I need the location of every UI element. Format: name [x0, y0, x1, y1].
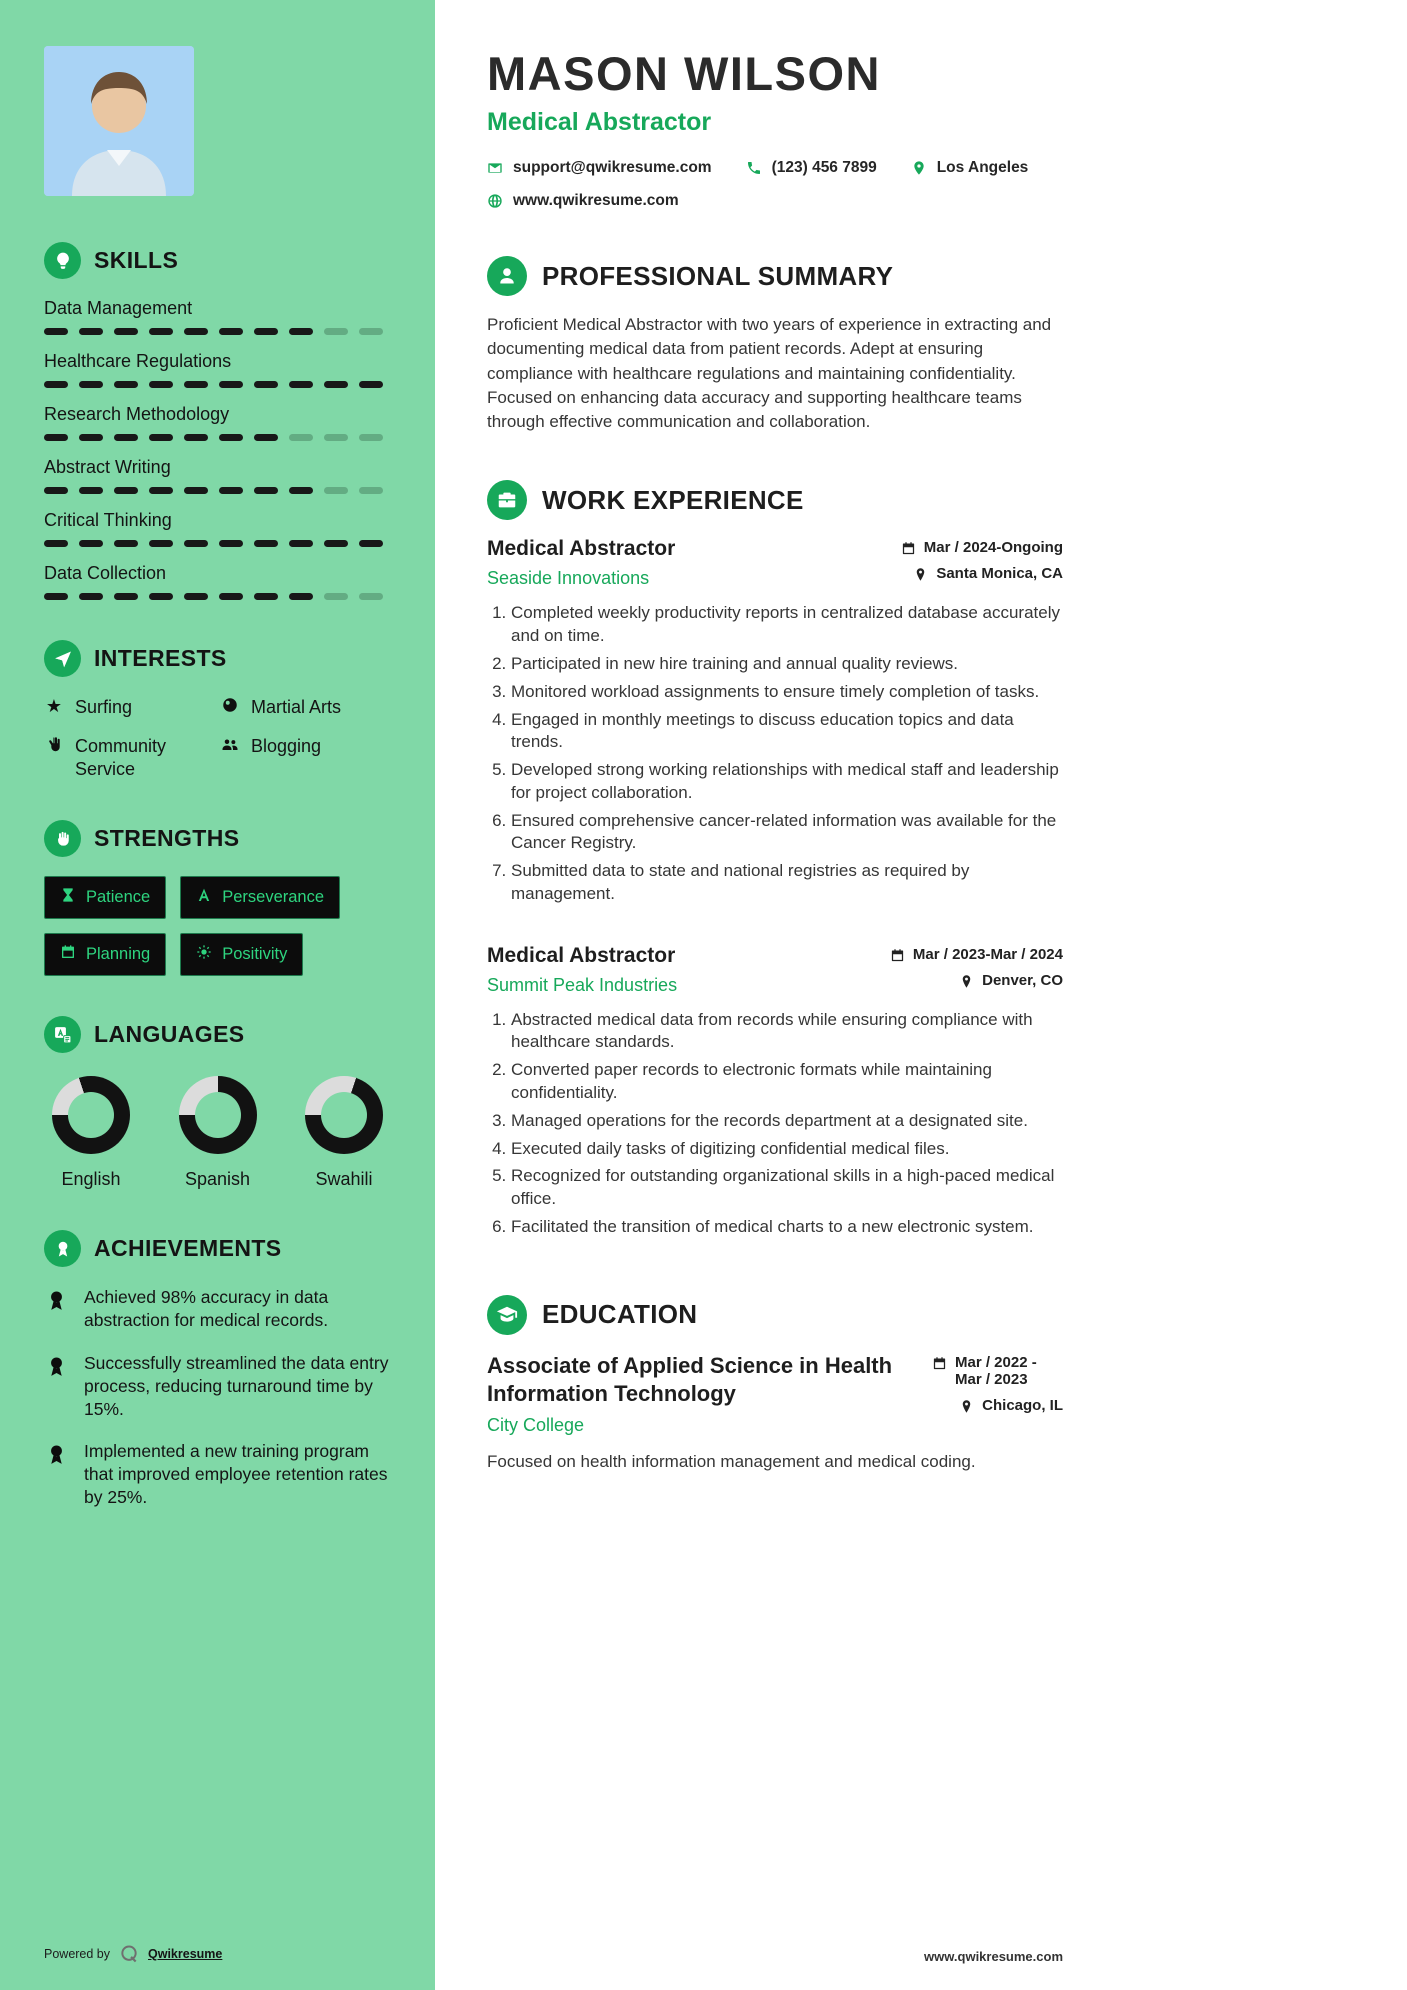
language-item	[305, 1076, 383, 1190]
achievement-item	[44, 1286, 391, 1332]
interest-item	[44, 735, 220, 780]
donut-hole	[68, 1092, 114, 1138]
achievement-text: Achieved 98% accuracy in data abstraction for medical records.	[84, 1287, 329, 1331]
skill-dash	[359, 381, 383, 388]
strength-badge	[180, 876, 340, 919]
skill-dash	[289, 593, 313, 600]
sidebar	[0, 0, 435, 1990]
skill-dash	[184, 381, 208, 388]
skill-dash	[359, 487, 383, 494]
skill-dash	[79, 434, 103, 441]
skill-name: Research Methodology	[44, 404, 230, 424]
job-bullet: 2. Participated in new hire training and annual quality reviews.	[511, 653, 1063, 676]
skills-list	[44, 298, 391, 600]
interest-label: Martial Arts	[251, 697, 342, 717]
job-entry	[487, 944, 1063, 1239]
email-text: support@qwikresume.com	[513, 159, 712, 176]
interest-label: Community Service	[75, 736, 167, 779]
education-description: Focused on health information management and medical coding.	[487, 1451, 976, 1471]
job-bullet: 6. Facilitated the transition of medical charts to a new electronic system.	[511, 1216, 1063, 1239]
fist-icon	[44, 820, 81, 857]
skill-item	[44, 457, 391, 494]
skill-dash	[79, 540, 103, 547]
calendar-icon	[901, 541, 916, 556]
skill-dash	[184, 540, 208, 547]
interests-list	[44, 696, 391, 780]
skill-level-bar	[44, 593, 391, 600]
skill-dash	[114, 487, 138, 494]
education-meta	[932, 1352, 1063, 1414]
skill-dash	[44, 487, 68, 494]
donut-hole	[321, 1092, 367, 1138]
skill-item	[44, 563, 391, 600]
strength-badge	[180, 933, 303, 976]
briefcase-icon	[487, 480, 527, 520]
achievement-item	[44, 1440, 391, 1509]
experience-title: WORK EXPERIENCE	[542, 484, 804, 515]
skill-level-bar	[44, 381, 391, 388]
job-location-text: Denver, CO	[982, 971, 1063, 989]
skill-dash	[289, 540, 313, 547]
candidate-title: Medical Abstractor	[487, 108, 712, 136]
skill-dash	[254, 434, 278, 441]
strength-badge	[44, 876, 166, 919]
skill-dash	[289, 381, 313, 388]
sidebar-footer	[44, 1944, 222, 1964]
summary-header	[487, 256, 1063, 296]
job-bullet: 3. Managed operations for the records department at a designated site.	[511, 1110, 1063, 1133]
contact-row	[487, 159, 1063, 210]
job-dates-text: Mar / 2024-Ongoing	[923, 539, 1063, 557]
translate-icon	[44, 1016, 81, 1053]
website-link[interactable]	[487, 192, 679, 210]
skill-item	[44, 404, 391, 441]
skill-dash	[359, 540, 383, 547]
job-title-block	[487, 944, 677, 996]
jobs-list	[487, 537, 1063, 1238]
strength-label: Perseverance	[222, 888, 325, 907]
medal-icon	[44, 1286, 70, 1332]
interests-title: INTERESTS	[94, 645, 227, 671]
languages-section	[44, 1016, 391, 1190]
strengths-header	[44, 820, 391, 857]
job-bullet: 1. Completed weekly productivity reports in centralized database accurately and on time.	[511, 602, 1063, 648]
job-bullet: 1. Abstracted medical data from records while ensuring compliance with healthcare standards.	[511, 1009, 1063, 1055]
main-content	[435, 0, 1407, 1990]
skill-dash	[324, 381, 348, 388]
skill-dash	[219, 434, 243, 441]
job-location	[913, 565, 1063, 582]
skill-dash	[254, 328, 278, 335]
skill-dash	[254, 540, 278, 547]
skill-dash	[44, 540, 68, 547]
main-footer-link[interactable]: www.qwikresume.com	[924, 1949, 1063, 1964]
summary-title: PROFESSIONAL SUMMARY	[542, 260, 894, 291]
job-dates	[890, 946, 1063, 963]
skill-dash	[79, 381, 103, 388]
skill-level-bar	[44, 434, 391, 441]
languages-list	[44, 1072, 391, 1190]
interest-item	[220, 696, 391, 719]
skill-dash	[324, 487, 348, 494]
group-icon	[220, 735, 240, 758]
job-bullet: 4. Executed daily tasks of digitizing confidential medical files.	[511, 1138, 1063, 1161]
skill-name: Healthcare Regulations	[44, 351, 232, 371]
experience-header	[487, 480, 1063, 520]
pin-icon	[959, 974, 974, 989]
person-icon	[487, 256, 527, 296]
job-bullet: 4. Engaged in monthly meetings to discuss education topics and data trends.	[511, 709, 1063, 755]
skill-dash	[184, 328, 208, 335]
medal-icon	[44, 1230, 81, 1267]
star-icon: ★	[45, 696, 63, 716]
job-entry	[487, 537, 1063, 905]
strength-badge	[44, 933, 166, 976]
phone-icon	[746, 160, 762, 176]
school-name: City College	[487, 1414, 585, 1435]
skill-dash	[44, 434, 68, 441]
skill-dash	[324, 328, 348, 335]
language-donut	[305, 1076, 383, 1154]
skill-dash	[184, 434, 208, 441]
languages-header	[44, 1016, 391, 1053]
calendar-green-icon	[60, 944, 76, 965]
skill-item	[44, 510, 391, 547]
location-text: Los Angeles	[936, 159, 1029, 176]
letter-a-icon	[196, 887, 212, 908]
language-donut	[179, 1076, 257, 1154]
job-bullet: 2. Converted paper records to electronic formats while maintaining confidentiality.	[511, 1059, 1063, 1105]
language-item	[52, 1076, 130, 1190]
skill-dash	[289, 328, 313, 335]
job-header	[487, 537, 1063, 589]
website-text: www.qwikresume.com	[513, 192, 679, 209]
skill-name: Abstract Writing	[44, 457, 171, 477]
skills-section	[44, 242, 391, 600]
interest-item	[220, 735, 391, 780]
skill-dash	[359, 434, 383, 441]
skill-dash	[44, 328, 68, 335]
skill-dash	[324, 540, 348, 547]
skill-dash	[184, 593, 208, 600]
strengths-section	[44, 820, 391, 976]
graduation-cap-icon	[487, 1295, 527, 1335]
achievements-title: ACHIEVEMENTS	[94, 1235, 282, 1262]
skill-name: Critical Thinking	[44, 510, 172, 530]
skill-dash	[359, 593, 383, 600]
skill-dash	[114, 434, 138, 441]
languages-title: LANGUAGES	[94, 1021, 245, 1048]
education-dates-text: Mar / 2022 - Mar / 2023	[955, 1353, 1037, 1388]
achievements-section	[44, 1230, 391, 1509]
skill-item	[44, 351, 391, 388]
skill-dash	[254, 487, 278, 494]
job-bullet: 3. Monitored workload assignments to ensure timely completion of tasks.	[511, 681, 1063, 704]
skill-dash	[219, 487, 243, 494]
globe-icon	[487, 193, 503, 209]
calendar-icon	[890, 948, 905, 963]
strengths-list	[44, 876, 374, 976]
skill-item	[44, 298, 391, 335]
education-entry	[487, 1352, 1063, 1436]
summary-text: Proficient Medical Abstractor with two years of experience in extracting and documenting medical data from patient records. Adept at ensuring compliance with healthcare regulations and maintaining confidentiality. Focused on enhancing data accuracy and supporting healthcare teams through effective communication and collaboration.	[487, 315, 1052, 432]
skill-dash	[149, 328, 173, 335]
skill-dash	[149, 381, 173, 388]
pin-icon	[911, 160, 927, 176]
skill-dash	[44, 593, 68, 600]
skill-dash	[324, 434, 348, 441]
email-link[interactable]	[487, 159, 712, 177]
skill-dash	[359, 328, 383, 335]
skill-dash	[289, 434, 313, 441]
skill-level-bar	[44, 540, 391, 547]
language-name: English	[61, 1169, 121, 1190]
job-bullet: 5. Recognized for outstanding organizational skills in a high-paced medical office.	[511, 1165, 1063, 1211]
skill-dash	[219, 328, 243, 335]
education-location	[959, 1397, 1063, 1414]
skill-dash	[149, 593, 173, 600]
skill-dash	[149, 487, 173, 494]
pin-icon	[913, 567, 928, 582]
skill-dash	[114, 540, 138, 547]
avatar	[44, 46, 194, 196]
phone-text: (123) 456 7899	[771, 159, 877, 176]
skill-dash	[79, 487, 103, 494]
skill-dash	[79, 593, 103, 600]
strength-label: Patience	[86, 888, 151, 907]
pin-icon	[959, 1399, 974, 1414]
language-name: Spanish	[184, 1169, 251, 1190]
medal-icon	[44, 1352, 70, 1421]
candidate-name: MASON WILSON	[487, 47, 881, 100]
envelope-icon	[487, 160, 503, 176]
donut-hole	[195, 1092, 241, 1138]
medal-icon	[44, 1440, 70, 1509]
strengths-title: STRENGTHS	[94, 825, 240, 852]
interests-section	[44, 640, 391, 780]
job-company: Summit Peak Industries	[487, 974, 678, 995]
job-meta	[901, 537, 1063, 582]
interest-label: Blogging	[251, 736, 322, 757]
education-title-block	[487, 1352, 907, 1436]
interest-label: Surfing	[75, 697, 133, 717]
job-bullets	[487, 1009, 1063, 1239]
powered-by-label: Powered by	[44, 1947, 111, 1961]
job-location-text: Santa Monica, CA	[936, 565, 1063, 583]
skill-name: Data Management	[44, 298, 193, 318]
skill-dash	[219, 381, 243, 388]
job-location	[959, 972, 1063, 989]
qwikresume-logo-icon	[119, 1944, 139, 1964]
skill-dash	[44, 381, 68, 388]
job-dates	[901, 539, 1063, 556]
strength-label: Planning	[86, 945, 151, 964]
skill-dash	[324, 593, 348, 600]
skill-dash	[289, 487, 313, 494]
skill-dash	[114, 328, 138, 335]
achievement-item	[44, 1352, 391, 1421]
skills-header	[44, 242, 391, 279]
skill-level-bar	[44, 328, 391, 335]
job-header	[487, 944, 1063, 996]
hands-icon	[44, 735, 64, 758]
language-item	[179, 1076, 257, 1190]
education-location-text: Chicago, IL	[982, 1396, 1063, 1414]
job-bullet: 7. Submitted data to state and national registries as required by management.	[511, 860, 1063, 906]
interest-item	[44, 696, 220, 719]
interests-header	[44, 640, 391, 677]
lightbulb-icon	[44, 242, 81, 279]
achievements-list	[44, 1286, 391, 1509]
achievements-header	[44, 1230, 391, 1267]
job-company: Seaside Innovations	[487, 568, 650, 589]
calendar-icon	[932, 1356, 947, 1371]
phone-link[interactable]	[746, 159, 877, 177]
job-dates-text: Mar / 2023-Mar / 2024	[912, 945, 1063, 963]
skill-dash	[254, 381, 278, 388]
education-dates	[932, 1354, 1063, 1388]
job-bullet: 6. Ensured comprehensive cancer-related information was available for the Cancer Registry.	[511, 810, 1063, 856]
language-donut	[52, 1076, 130, 1154]
skill-name: Data Collection	[44, 563, 167, 583]
sun-icon	[196, 944, 212, 965]
skill-dash	[254, 593, 278, 600]
job-title-block	[487, 537, 675, 589]
degree-name: Associate of Applied Science in Health Information Technology	[487, 1352, 893, 1406]
skill-dash	[219, 540, 243, 547]
skill-level-bar	[44, 487, 391, 494]
job-bullet: 5. Developed strong working relationships with medical staff and leadership for project collaboration.	[511, 759, 1063, 805]
skill-dash	[184, 487, 208, 494]
achievement-text: Successfully streamlined the data entry process, reducing turnaround time by 15%.	[84, 1352, 389, 1419]
skill-dash	[149, 434, 173, 441]
profile-photo	[44, 46, 194, 196]
skills-title: SKILLS	[94, 247, 179, 273]
skill-dash	[219, 593, 243, 600]
achievement-text: Implemented a new training program that improved employee retention rates by 25%.	[84, 1440, 388, 1508]
language-name: Swahili	[315, 1169, 373, 1190]
job-bullets	[487, 602, 1063, 905]
skill-dash	[114, 593, 138, 600]
job-role: Medical Abstractor	[487, 943, 676, 967]
qwikresume-brand-link[interactable]: Qwikresume	[148, 1947, 223, 1961]
strength-label: Positivity	[222, 945, 288, 964]
education-title: EDUCATION	[542, 1299, 698, 1330]
paper-plane-icon	[44, 640, 81, 677]
martial-arts-icon	[220, 696, 240, 719]
skill-dash	[79, 328, 103, 335]
skill-dash	[114, 381, 138, 388]
location-item	[911, 159, 1029, 177]
job-meta	[890, 944, 1063, 989]
skill-dash	[149, 540, 173, 547]
hourglass-icon	[60, 887, 76, 908]
job-role: Medical Abstractor	[487, 537, 676, 561]
education-header	[487, 1295, 1063, 1335]
